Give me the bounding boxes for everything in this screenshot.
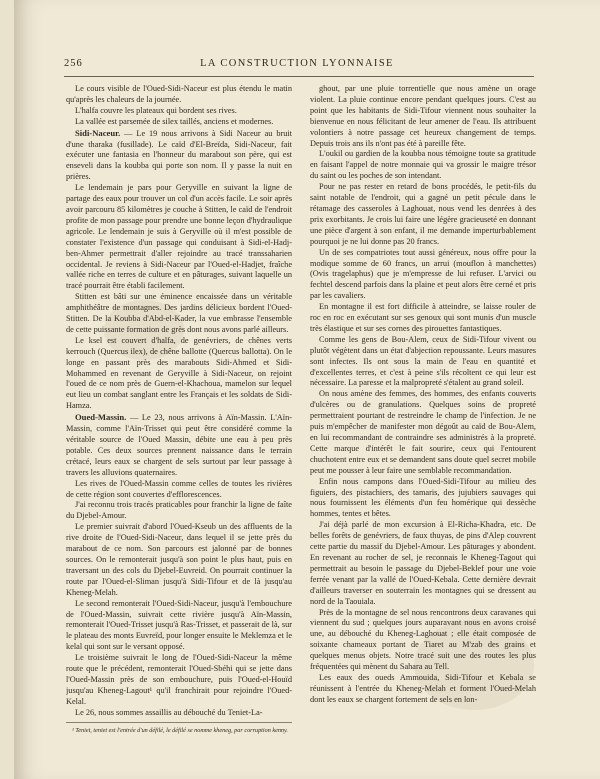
page-number: 256	[64, 58, 83, 69]
paragraph-text: Les rives de l'Oued-Massin comme celles de toutes les rivières de cette région sont couvertes d'efflorescences.	[66, 478, 292, 499]
page-header	[60, 58, 534, 74]
paragraph-text: La vallée est parsemée de silex taillés, anciens et modernes.	[75, 116, 274, 126]
paragraph	[310, 389, 536, 476]
paragraph	[66, 183, 292, 292]
paragraph-text: ghout, par une pluie torrentielle que nous amène un orage violent. La pluie continue encore pendant quelques jours. C'est au point que les habitants de Sidi-Tifour viennent nous souhaiter la bienvenue en nous félicitant de leur amener de l'eau. Ils attribuent volontiers à notre passage cet heureux changement de temps. Depuis trois ans ils n'ont pas été à pareille fête.	[310, 84, 536, 148]
paragraph	[66, 292, 292, 336]
paragraph	[310, 149, 536, 182]
paragraph-text: Le 26, nous sommes assaillis au débouché du Teniet-La-	[75, 707, 263, 717]
paragraph-text: L'halfa couvre les plateaux qui bordent ses rives.	[75, 105, 237, 115]
paragraph	[66, 500, 292, 522]
paragraph-text: J'ai reconnu trois tracés praticables pour franchir la ligne de faîte du Djebel-Amour.	[66, 500, 292, 521]
paragraph-text: Le cours visible de l'Oued-Sidi-Naceur est plus étendu le matin qu'après les chaleurs de la journée.	[66, 84, 292, 104]
paragraph	[310, 84, 536, 149]
paragraph-text: Le ksel est couvert d'halfa, de genévriers, de chênes verts kerrouch (Quercus ilex), de chêne ballotte (Quercus ballotta). On le longe en passant près des marabouts Sidi-Ahmed et Sidi-Mohammed en revenant de Geryville à Sidi-Naceur, on rejoint l'oued de ce nom près de Guern-el-Khachoua, mamelon sur lequel eut lieu un combat sanglant entre les Français et les soldats de Sidi-Hamza.	[66, 335, 292, 411]
paragraph	[66, 412, 292, 478]
journal-title: LA CONSTRUCTION LYONNAISE	[200, 58, 394, 69]
paragraph	[310, 335, 536, 390]
paragraph	[66, 128, 292, 184]
paragraph	[66, 599, 292, 654]
paragraph-text: Le lendemain je pars pour Geryville en suivant la ligne de partage des eaux pour trouver un col d'un accès facile. Le soir après avoir parcouru 85 kilomètres je couche à Stitten, le caïd de l'endroit profite de mon passage pour prendre une bonne leçon d'hydraulique agricole. Le lendemain je suis à Geryville où il m'est possible de constater l'existence d'un passage qui conduisant à Sidi-el-Hadj-ben-Ahmer permettrait d'aller rejoindre au tracé transsaharien occidental. Je reviens à Sidi-Naceur par l'Oued-el-Hadjet, fraîche vallée riche en terres de culture et en pâturages, suivant laquelle un tracé pourrait être établi facilement.	[66, 183, 292, 291]
paragraph	[66, 106, 292, 117]
paragraph-text: — Le 23, nous arrivons à Aïn-Massin. L'Aïn-Massin, comme l'Aïn-Trisset qui peut être considéré comme la véritable source de l'Oued Massin, débite une eau à peu près potable. Ces deux sources prennent naissance dans le terrain crétacé, leurs eaux se chargent de sels surtout par leur passage à travers les alluvions quaternaires.	[66, 413, 292, 477]
paragraph	[310, 182, 536, 247]
paragraph	[66, 708, 292, 719]
section-heading: Sidi-Naceur.	[75, 127, 121, 138]
footnote: ¹ Teniet, teniet est l'entrée d'un défilé, le défilé se nomme kheneg, par corruption kenny.	[66, 722, 292, 735]
paragraph-text: En montagne il est fort difficile à atteindre, se laisse rouler de roc en roc en exécutant sur ses genoux qui sont munis d'un muscle très élastique et sur ses cornes des pirouettes fantastiques.	[310, 302, 536, 333]
paragraph	[310, 248, 536, 303]
right-column	[310, 84, 536, 754]
paragraph-text: Près de la montagne de sel nous rencontrons deux caravanes qui viennent du sud ; quelques jours auparavant nous en avons croisé une, au débouché du Kheneg-Laghouat ; elle était composée de soixante chameaux portant de Tiaret au M'zab des grains et quelques menus objets. Notre tracé suit une des routes les plus fréquentées qui mènent du Sahara au Tell.	[310, 607, 536, 672]
paragraph-text: L'oukil ou gardien de la koubba nous témoigne toute sa gratitude en faisant l'appel de notre monnaie qui va grossir le maigre trésor du saint ou les poches de son intendant.	[310, 149, 536, 181]
paragraph-text: Les eaux des oueds Ammouida, Sidi-Tifour et Kebala se réunissent à l'entrée du Kheneg-Melah et forment l'Oued-Melah dont les eaux se chargent fortement de sels en lon-	[310, 672, 536, 704]
paragraph	[66, 336, 292, 412]
header-rule	[64, 76, 534, 77]
paragraph	[310, 608, 536, 673]
paragraph-text: On nous amène des femmes, des hommes, des enfants couverts d'ulcères ou de granulations. Quelques soins de propreté permettraient pourtant de restreindre le champ de l'infection. Je ne puis m'empêcher de manifester mon dégoût au caïd de Bou-Alem, en lui recommandant de contraindre ses administrés à la propreté. Cette marque d'intérêt le fait sourire, ceux qui l'entourent chuchotent entre eux et se demandent sans doute quel secret mobile peut me pousser à leur faire une semblable recommandation.	[310, 389, 536, 475]
paragraph	[310, 302, 536, 335]
paragraph	[310, 520, 536, 607]
paragraph	[66, 653, 292, 708]
paragraph-text: — Le 19 nous arrivons à Sidi Naceur au bruit d'une tharaka (fusillade). Le caïd d'El-Breïda, Sidi-Naceur, fait exécuter une fantasia en l'honneur du marabout son père, qui est enseveli dans la koubba qui porte son nom. Il y passe la nuit en prières.	[66, 128, 292, 182]
left-column	[66, 84, 292, 754]
paragraph-text: J'ai déjà parlé de mon excursion à El-Richa-Khadra, etc. De belles forêts de genévriers, de faux thuyas, de pins d'Alep couvrent cette partie du massif du Djebel-Amour. Les pâturages y abondent. En revenant au rocher de sel, je reconnais le Kheneg-Tagout qui permettrait au besoin le passage du Djebel-Beklef pour une voie ferrée venant par la vallé de l'Oued-Kebala. Cette dernière devrait d'ailleurs traverser en souterrain les montagnes qui se dressent au nord de la Taouiala.	[310, 520, 536, 606]
paragraph	[66, 522, 292, 598]
paragraph	[66, 117, 292, 128]
paragraph	[66, 84, 292, 106]
paragraph-text: Enfin nous campons dans l'Oued-Sidi-Tifour au milieu des figuiers, des pistachiers, des tamaris, des jujubiers sauvages qui nous fournissent les éléments d'un feu homérique qui dessèche hommes, tentes et bêtes.	[310, 476, 536, 519]
paragraph-text: Le troisième suivrait le long de l'Oued-Sidi-Naceur la même route que le précédent, remonterait l'Oued-Sbéhi qui se jette dans l'Oued-Massin près de son embouchure, puis l'Oued-el-Houïd jusqu'au Kheneg-Lagout¹ qu'il franchirait pour rejoindre l'Oued-Kelal.	[66, 653, 292, 706]
paragraph-text: Pour ne pas rester en retard de bons procédés, le petit-fils du saint notable de l'endroit, qui a gagné un petit pécule dans le rétamage des casseroles à Laghouat, nous vend les denrées à des prix exorbitants. Je crois lui faire une légère gracieuseté en donnant une pièce d'argent à son enfant, il me demande imperturbablement pourquoi je ne lui donne pas 20 francs.	[310, 182, 536, 246]
section-heading: Oued-Massin.	[75, 412, 127, 423]
paragraph-text: Un de ses compatriotes tout aussi généreux, nous offre pour la modique somme de 60 francs, un arrui (mouflon à manchettes) (Ovis tragelaphus) que je m'empresse de lui refuser. L'arvici ou fechtel descend parfois dans la plaine et peut alors être cerné et pris par les cavaliers.	[310, 247, 536, 301]
paragraph	[310, 673, 536, 706]
paragraph	[310, 477, 536, 521]
paragraph-text: Comme les gens de Bou-Alem, ceux de Sidi-Tifour vivent ou plutôt végètent dans un état d'abjection repoussante. Leurs masures sont infectes. Ils ont sous la main de l'eau en quantité et d'excellentes terres, et c'est à peine s'ils récoltent ce qui leur est nécessaire. La paresse et la malpropreté s'étalent au grand soleil.	[310, 334, 536, 388]
paragraph-text: Le second remonterait l'Oued-Sidi-Naceur, jusqu'à l'embouchure de l'Oued-Massin, suivrait cette rivière jusqu'à Aïn-Massin, remonterait l'Oued-Trisset jusqu'à Ras-Trisset, et passerait de là, sur le plateau des monts Euvreïd, pour longer ensuite le Meklemza et le kelal qui sont sur le versant opposé.	[66, 598, 292, 652]
paragraph-text: Stitten est bâti sur une éminence encaissée dans un véritable amphithéâtre de montagnes. Des jardins délicieux bordent l'Oued-Stitten. De la Koubba d'Abd-el-Kader, la vue embrasse l'ensemble de cette puissante formation de grès dont nous avons parlé ailleurs.	[66, 292, 292, 334]
paragraph	[66, 479, 292, 501]
paragraph-text: Le premier suivrait d'abord l'Oued-Kseub un des affluents de la rive droite de l'Oued-Sidi-Naceur, dans lequel il se jette près du marabout de ce nom. Son parcours est jalonné par de bonnes sources. On le remonterait jusqu'à son point le plus haut, puis en traversant un des cols du Djebel-Euvreid. On pourrait continuer la route par l'Oued-el-Sliman jusqu'à Sidi-Tifour et de là jusqu'au Kheneg-Melah.	[66, 522, 292, 597]
